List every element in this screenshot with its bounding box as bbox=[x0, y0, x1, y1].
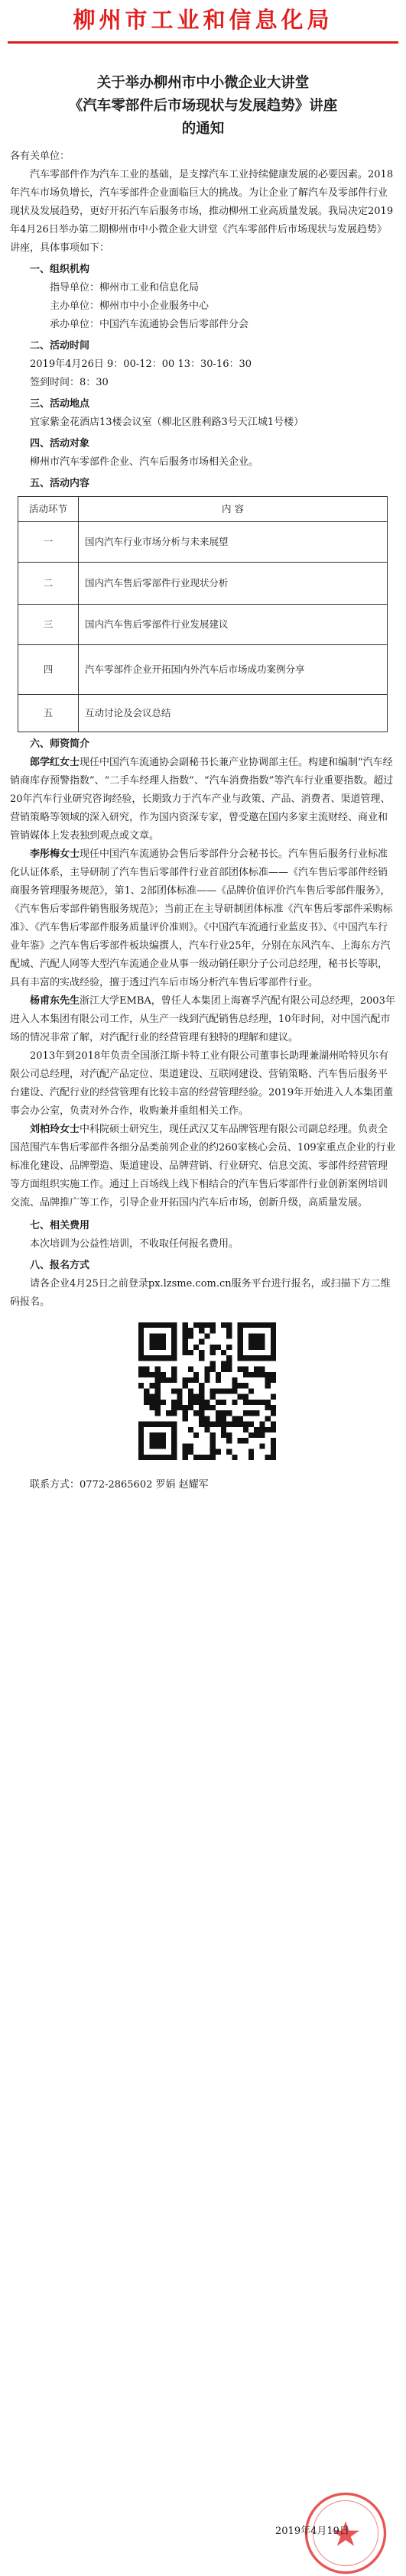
teacher-bio-text: 现任中国汽车流通协会副秘书长兼产业协调部主任。构建和编制“汽车经销商库存预警指数”、“二手车经理人指数”、“汽车消费指数”等汽车行业重要指数。超过20年汽车行业研究咨询经验，长期致力于汽车产业与政策、产品、消费者、渠道管理、营销策略等领域的深入研究，作为国内资深专家，曾受邀在国内多家主流财经、商业和管销媒体上发表独到观点或文章。 bbox=[10, 757, 394, 842]
masthead bbox=[0, 0, 406, 47]
section-heading-fees: 七、相关费用 bbox=[30, 1220, 90, 1231]
document-title bbox=[15, 72, 391, 141]
agenda-row-no: 四 bbox=[18, 645, 79, 695]
agenda-row-content: 互动讨论及会议总结 bbox=[79, 695, 388, 732]
agenda-header-no: 活动环节 bbox=[18, 497, 79, 522]
teacher-bio bbox=[10, 1121, 396, 1212]
checkin-time: 签到时间：8：30 bbox=[30, 377, 109, 388]
teacher-bio-text: 现任中国汽车流通协会售后零部件分会秘书长。汽车售后服务行业标准化认证体系，主导研制了汽车售后零部件行业首部团体标准——《汽车售后零部件经销商服务管理服务规范》，第1、2部团体标准——《品牌价值评价汽车售后零部件服务》，《汽车售后零部件销售服务规范》；当前正在主导研制团体标准《汽车售后零部件采购标准》、《汽车售后零部件服务质量评价准则》。《中国汽车流通行业蓝皮书》、《中国汽车行业年鉴》之汽车售后零部件板块编撰人，汽车行业25年，分别在东风汽车、上海东方汽配城、汽配人网等大型汽车流通企业从事一级动销任职分子公司总经理，秘书长等职，具有丰富的实战经验，擅于透过汽车后市场分析汽车售后零部件行业。 bbox=[10, 848, 393, 988]
section-heading-time: 二、活动时间 bbox=[30, 340, 90, 352]
masthead-title: 柳州市工业和信息化局 bbox=[73, 7, 333, 33]
teacher-name: 杨甫东先生 bbox=[30, 995, 80, 1007]
teacher-name: 郎学红女士 bbox=[30, 757, 80, 768]
teacher-bio bbox=[10, 754, 396, 845]
agenda-row-content: 国内汽车售后零部件行业现状分析 bbox=[79, 563, 388, 605]
org-organizer: 承办单位：中国汽车流通协会售后零部件分会 bbox=[50, 319, 249, 330]
teacher-bio bbox=[10, 845, 396, 992]
time-line: 2019年4月26日 9：00-12：00 13：30-16：30 bbox=[30, 358, 252, 370]
org-host: 主办单位：柳州市中小企业服务中心 bbox=[50, 300, 209, 312]
agenda-row-content: 汽车零部件企业开拓国内外汽车后市场成功案例分享 bbox=[79, 645, 388, 695]
teacher-bio-continued: 2013年到2018年负责全国浙江斯卡特工业有限公司董事长助理兼湖州哈特贝尔有限公司总经理，对汽配产品定位、渠道建设、互联网建设、营销策略、汽车售后服务平台建设、汽配行业的经营管理有比较丰富的经营管理经验。2019年开始进入人本集团董事会办公室，负责对外合作，收购兼并重组相关工作。 bbox=[10, 1050, 394, 1117]
intro-paragraph: 汽车零部件作为汽车工业的基础，是支撑汽车工业持续健康发展的必要因素。2018年汽车市场负增长，汽车零部件企业面临巨大的挑战。为让企业了解汽车及零部件行业现状及发展趋势，更好开拓汽车后服务市场，推动柳州工业高质量发展。我局决定2019年4月26日举办第二期柳州市中小微企业大讲堂《汽车零部件后市场现状与发展趋势》讲座，具体事项如下： bbox=[10, 169, 394, 254]
document-title-line: 的通知 bbox=[181, 121, 225, 137]
agenda-row-content: 国内汽车行业市场分析与未来展望 bbox=[79, 522, 388, 563]
teacher-bio-text: 中科院硕士研究生，现任武汉艾车品牌管理有限公司副总经理。负责全国范围汽车售后零部件各细分品类前列企业的约260家核心会员、109家重点企业的行业标准化建设、品牌塑造、渠道建设、品牌营销、行业研究、信息交流、零部件经营管理等方面组织实施工作。通过上百场线上线下相结合的汽车售后零部件行业创新案例培训交流、品牌推广等工作，引导企业开拓国内汽车后市场，创新升级，高质量发展。 bbox=[10, 1124, 396, 1209]
document-body bbox=[10, 148, 396, 1494]
venue-text: 宜家紫金花酒店13楼会议室（柳北区胜利路3号天江城1号楼） bbox=[30, 417, 304, 428]
section-heading-teachers: 六、师资简介 bbox=[30, 738, 90, 750]
register-text: 请各企业4月25日之前登录px.lzsme.com.cn服务平台进行报名，或扫描下方二维码报名。 bbox=[10, 1278, 391, 1308]
agenda-header-row bbox=[18, 497, 388, 522]
signing-date: 2019年4月19日 bbox=[275, 2526, 349, 2537]
agenda-table bbox=[18, 496, 388, 732]
agenda-header-content: 内 容 bbox=[79, 497, 388, 522]
teacher-name: 刘柏玲女士 bbox=[30, 1124, 80, 1135]
org-guide: 指导单位：柳州市工业和信息化局 bbox=[50, 282, 200, 294]
teacher-bio bbox=[10, 992, 396, 1047]
section-heading-audience: 四、活动对象 bbox=[30, 438, 90, 449]
section-heading-register: 八、报名方式 bbox=[30, 1260, 90, 1271]
section-heading-content: 五、活动内容 bbox=[30, 478, 90, 489]
agenda-row-no: 一 bbox=[18, 522, 79, 563]
salutation: 各有关单位： bbox=[10, 151, 70, 162]
agenda-row bbox=[18, 563, 388, 605]
contact-line: 联系方式：0772-2865602 罗娟 赵耀军 bbox=[30, 1479, 209, 1491]
masthead-rule bbox=[8, 41, 398, 44]
section-heading-place: 三、活动地点 bbox=[30, 398, 90, 410]
agenda-row-no: 五 bbox=[18, 695, 79, 732]
agenda-row-content: 国内汽车售后零部件行业发展建议 bbox=[79, 605, 388, 645]
registration-qr-code[interactable] bbox=[138, 1322, 276, 1460]
agenda-row bbox=[18, 695, 388, 732]
teacher-name: 李彤梅女士 bbox=[30, 848, 80, 860]
document-title-line: 关于举办柳州市中小微企业大讲堂 bbox=[96, 75, 310, 91]
audience-text: 柳州市汽车零部件企业、汽车后服务市场相关企业。 bbox=[30, 456, 259, 468]
document-title-line: 《汽车零部件后市场现状与发展趋势》讲座 bbox=[68, 98, 338, 114]
agenda-row bbox=[18, 645, 388, 695]
agenda-row bbox=[18, 605, 388, 645]
agenda-row-no: 三 bbox=[18, 605, 79, 645]
teacher-bio-text: 浙江大学EMBA，曾任人本集团上海赛孚汽配有限公司总经理，2003年进入人本集团有限公司工作，从生产一线到汽配销售总经理，10年时间，对中国汽配市场的情况非常了解，对汽配行业的经营管理有独特的理解和建议。 bbox=[10, 995, 395, 1043]
agenda-row-no: 二 bbox=[18, 563, 79, 605]
fees-text: 本次培训为公益性培训，不收取任何报名费用。 bbox=[30, 1238, 239, 1250]
section-heading-org: 一、组织机构 bbox=[30, 264, 90, 275]
agenda-row bbox=[18, 522, 388, 563]
